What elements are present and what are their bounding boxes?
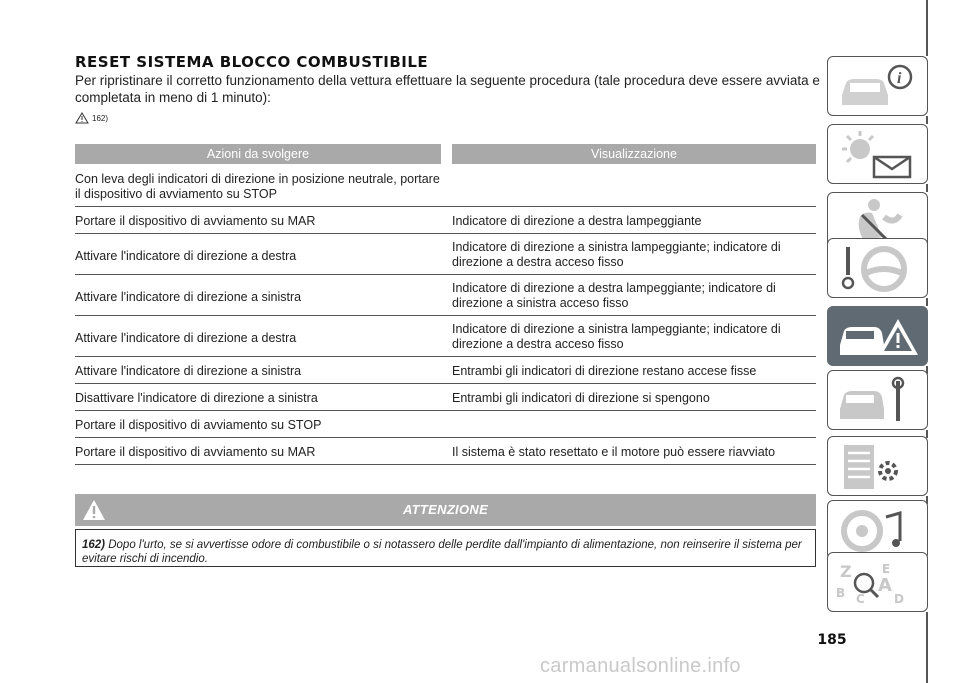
display-cell: Indicatore di direzione a destra lampeggiante; indicatore di direzione a sinistra acceso fisso bbox=[452, 281, 776, 310]
action-cell: Portare il dispositivo di avviamento su MAR bbox=[75, 214, 316, 228]
table-header bbox=[75, 144, 816, 164]
tab-multimedia[interactable] bbox=[827, 500, 928, 560]
display-cell: Entrambi gli indicatori di direzione si spengono bbox=[452, 391, 710, 405]
svg-text:Z: Z bbox=[840, 562, 852, 581]
table-row bbox=[75, 164, 816, 207]
table-row bbox=[75, 316, 816, 357]
table-row bbox=[75, 357, 816, 384]
action-cell: Con leva degli indicatori di direzione in posizione neutrale, portare il dispositivo di avviamento su STOP bbox=[75, 172, 440, 201]
svg-text:B: B bbox=[836, 586, 846, 600]
warning-reference[interactable] bbox=[75, 112, 108, 124]
watermark: carmanualsonline.info bbox=[540, 655, 741, 677]
action-cell: Attivare l'indicatore di direzione a destra bbox=[75, 331, 297, 345]
table-row bbox=[75, 411, 816, 438]
warning-triangle-icon bbox=[75, 112, 89, 124]
tab-maintenance[interactable] bbox=[827, 370, 928, 430]
table-row bbox=[75, 438, 816, 465]
display-cell: Indicatore di direzione a destra lampeggiante bbox=[452, 214, 702, 228]
tab-starting-driving[interactable] bbox=[827, 238, 928, 298]
svg-text:i: i bbox=[897, 70, 902, 87]
procedure-table bbox=[75, 144, 816, 465]
car-accident-warning-icon bbox=[834, 311, 922, 363]
chapter-tabs-sidebar bbox=[827, 0, 960, 683]
display-cell bbox=[452, 164, 816, 206]
table-row bbox=[75, 207, 816, 234]
column-header-display: Visualizzazione bbox=[452, 144, 816, 164]
action-cell: Disattivare l'indicatore di direzione a sinistra bbox=[75, 391, 318, 405]
warning-reference-number: 162) bbox=[92, 113, 109, 123]
key-steering-wheel-icon bbox=[834, 243, 922, 295]
car-info-icon bbox=[834, 61, 922, 113]
page-title: RESET SISTEMA BLOCCO COMBUSTIBILE bbox=[75, 53, 429, 71]
display-cell: Entrambi gli indicatori di direzione restano accese fisse bbox=[452, 364, 757, 378]
svg-text:A: A bbox=[878, 575, 892, 596]
alphabetical-index-icon bbox=[834, 557, 922, 609]
multimedia-icon bbox=[834, 505, 922, 557]
display-cell bbox=[452, 411, 816, 437]
table-row bbox=[75, 234, 816, 275]
attention-ref: 162) bbox=[82, 539, 106, 551]
display-cell: Indicatore di direzione a sinistra lampeggiante; indicatore di direzione a destra acceso fisso bbox=[452, 322, 781, 351]
intro-paragraph: Per ripristinare il corretto funzionamento della vettura effettuare la seguente procedura (tale procedura deve essere avviata e completata in meno di 1 minuto): bbox=[75, 73, 820, 105]
action-cell: Attivare l'indicatore di direzione a sinistra bbox=[75, 290, 302, 304]
display-cell: Il sistema è stato resettato e il motore può essere riavviato bbox=[452, 445, 776, 459]
tab-car-info[interactable] bbox=[827, 56, 928, 116]
column-header-actions: Azioni da svolgere bbox=[75, 144, 441, 164]
tab-warning-lights[interactable] bbox=[827, 124, 928, 184]
car-tools-icon bbox=[834, 375, 922, 427]
table-row bbox=[75, 275, 816, 316]
action-cell: Attivare l'indicatore di direzione a destra bbox=[75, 249, 297, 263]
display-cell: Indicatore di direzione a sinistra lampeggiante; indicatore di direzione a destra acceso fisso bbox=[452, 240, 781, 269]
page-number: 185 bbox=[817, 632, 847, 648]
svg-text:D: D bbox=[894, 592, 904, 606]
action-cell: Portare il dispositivo di avviamento su MAR bbox=[75, 445, 316, 459]
action-cell: Attivare l'indicatore di direzione a sinistra bbox=[75, 364, 302, 378]
technical-data-icon bbox=[834, 441, 922, 493]
table-row bbox=[75, 384, 816, 411]
attention-title: ATTENZIONE bbox=[402, 502, 489, 517]
action-cell: Portare il dispositivo di avviamento su STOP bbox=[75, 418, 322, 432]
tab-emergency[interactable] bbox=[827, 306, 928, 366]
warning-light-envelope-icon bbox=[834, 129, 922, 181]
tab-index[interactable] bbox=[827, 552, 928, 612]
svg-text:C: C bbox=[856, 592, 865, 606]
svg-text:E: E bbox=[882, 562, 891, 576]
attention-box bbox=[75, 529, 816, 567]
attention-text: Dopo l'urto, se si avvertisse odore di combustibile o si notassero delle perdite dall'impianto di alimentazione, non reinserire il sistema per evitare rischi di incendio. bbox=[82, 539, 802, 565]
tab-technical-data[interactable] bbox=[827, 436, 928, 496]
attention-header bbox=[75, 494, 816, 526]
